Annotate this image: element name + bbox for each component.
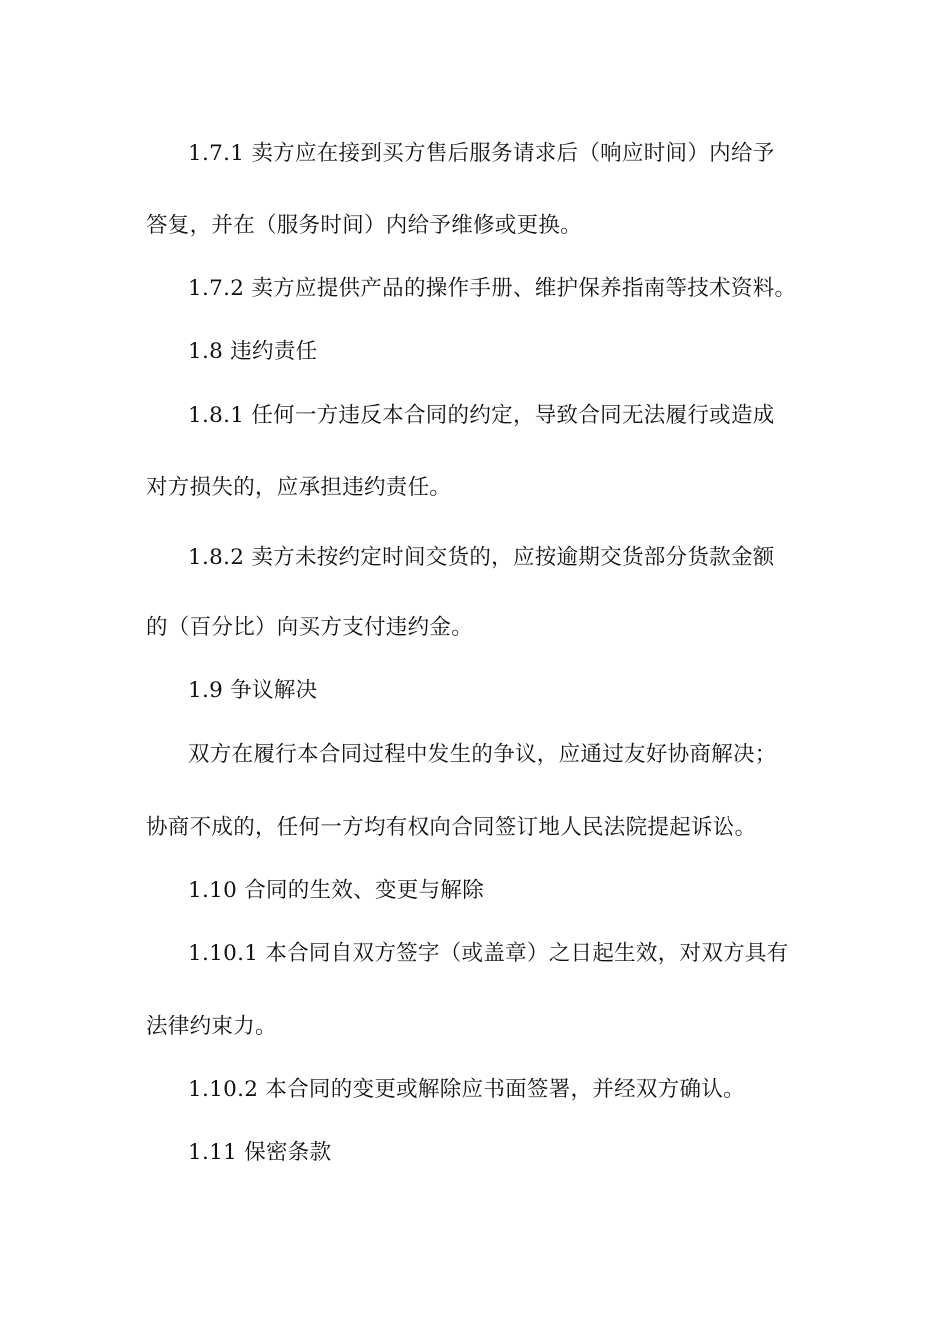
section-1-9-heading: 1.9 争议解决: [188, 678, 318, 703]
clause-1-7-1-line-1: 1.7.1 卖方应在接到买方售后服务请求后（响应时间）内给予: [188, 141, 775, 166]
section-1-8-heading: 1.8 违约责任: [188, 339, 318, 364]
clause-1-10-2: 1.10.2 本合同的变更或解除应书面签署，并经双方确认。: [188, 1077, 745, 1102]
section-1-10-heading: 1.10 合同的生效、变更与解除: [188, 878, 485, 903]
clause-1-7-1-line-2: 答复，并在（服务时间）内给予维修或更换。: [146, 213, 583, 238]
clause-1-8-2-line-2: 的（百分比）向买方支付违约金。: [146, 615, 474, 640]
clause-1-10-1-line-2: 法律约束力。: [146, 1014, 277, 1039]
clause-1-8-1-line-2: 对方损失的，应承担违约责任。: [146, 475, 452, 500]
dispute-resolution-line-1: 双方在履行本合同过程中发生的争议，应通过友好协商解决；: [188, 742, 777, 767]
dispute-resolution-line-2: 协商不成的，任何一方均有权向合同签订地人民法院提起诉讼。: [146, 815, 757, 840]
clause-1-8-2-line-1: 1.8.2 卖方未按约定时间交货的，应按逾期交货部分货款金额: [188, 545, 775, 570]
clause-1-8-1-line-1: 1.8.1 任何一方违反本合同的约定，导致合同无法履行或造成: [188, 403, 775, 428]
clause-1-7-2: 1.7.2 卖方应提供产品的操作手册、维护保养指南等技术资料。: [188, 276, 797, 301]
clause-1-10-1-line-1: 1.10.1 本合同自双方签字（或盖章）之日起生效，对双方具有: [188, 941, 789, 966]
section-1-11-heading: 1.11 保密条款: [188, 1140, 332, 1165]
